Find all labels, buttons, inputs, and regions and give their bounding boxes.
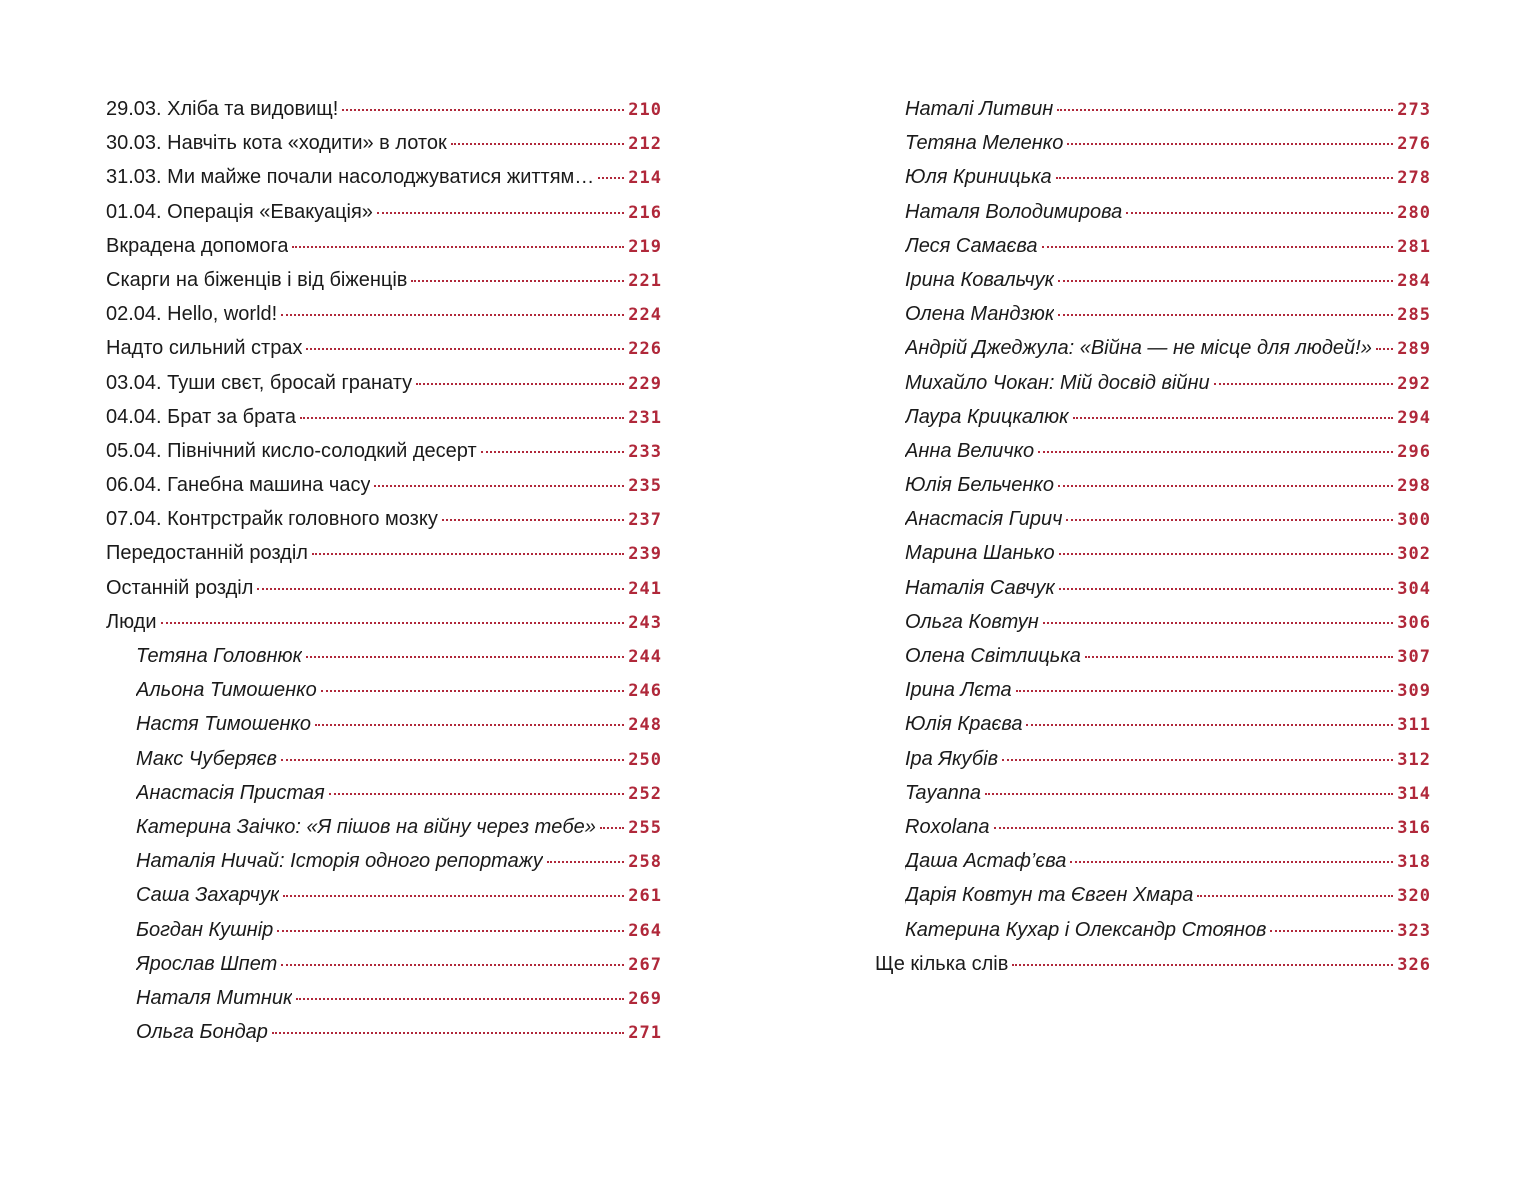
toc-entry-title: Ірина Лєта <box>905 679 1012 702</box>
dot-leader <box>277 930 624 932</box>
toc-entry-page-number: 243 <box>628 612 662 633</box>
dot-leader <box>1197 895 1393 897</box>
toc-entry[interactable] <box>106 536 662 570</box>
toc-entry[interactable] <box>875 366 1431 400</box>
toc-entry-page-number: 273 <box>1397 100 1431 120</box>
dot-leader <box>374 485 624 487</box>
toc-entry[interactable] <box>106 126 662 160</box>
toc-entry[interactable] <box>106 160 662 194</box>
toc-entry-title: Ярослав Шпет <box>136 952 278 975</box>
toc-entry[interactable] <box>106 605 662 639</box>
toc-entry-title: Андрій Джеджула: «Війна — не місце для людей!» <box>905 337 1372 360</box>
toc-entry-title: Олена Світлицька <box>905 645 1081 667</box>
toc-entry-title: Богдан Кушнір <box>136 918 274 941</box>
toc-entry[interactable] <box>875 844 1431 878</box>
dot-leader <box>1016 690 1394 692</box>
toc-entry-title: Марина Шанько <box>905 542 1055 565</box>
dot-leader <box>1026 724 1393 726</box>
toc-entry-title: Тетяна Головнюк <box>136 645 303 667</box>
toc-entry-page-number: 307 <box>1397 647 1431 667</box>
toc-entry-page-number: 252 <box>628 783 662 804</box>
dot-leader <box>1214 383 1394 385</box>
toc-entry-title: 30.03. Навчіть кота «ходити» в лоток <box>106 132 447 155</box>
toc-entry-title: Анна Величко <box>905 439 1035 462</box>
dot-leader <box>281 314 624 316</box>
toc-entry-page-number: 302 <box>1397 544 1431 565</box>
toc-entry-title: Макс Чуберяєв <box>136 747 277 770</box>
dot-leader <box>1070 861 1393 863</box>
toc-entry[interactable] <box>106 502 662 536</box>
dot-leader <box>442 519 624 521</box>
toc-entry[interactable] <box>106 639 662 673</box>
dot-leader <box>1058 314 1393 316</box>
toc-entry-page-number: 320 <box>1397 886 1431 907</box>
toc-entry-page-number: 214 <box>628 168 662 189</box>
toc-entry[interactable] <box>875 776 1431 810</box>
toc-entry-title: Альона Тимошенко <box>136 679 317 702</box>
toc-entry[interactable] <box>106 947 662 981</box>
toc-entry-page-number: 216 <box>628 202 662 223</box>
toc-entry-title: 04.04. Брат за брата <box>106 405 296 428</box>
toc-entry-title: 02.04. Hello, world! <box>106 303 278 326</box>
dot-leader <box>315 724 624 726</box>
toc-entry[interactable] <box>875 639 1431 673</box>
toc-entry-title: Катерина Кухар і Олександр Стоянов <box>905 918 1267 941</box>
toc-entry-page-number: 296 <box>1397 441 1431 462</box>
toc-entry-page-number: 229 <box>628 373 662 394</box>
toc-entry-page-number: 271 <box>628 1023 662 1044</box>
dot-leader <box>1038 451 1393 453</box>
toc-entry[interactable] <box>875 810 1431 844</box>
toc-entry[interactable] <box>106 263 662 297</box>
toc-entry-page-number: 235 <box>628 476 662 497</box>
toc-entry-title: 06.04. Ганебна машина часу <box>106 474 371 497</box>
toc-entry-title: Юлія Бельченко <box>905 474 1054 497</box>
toc-entry-page-number: 281 <box>1397 236 1431 257</box>
toc-entry[interactable] <box>875 502 1431 536</box>
toc-entry-title: Юлія Краєва <box>905 713 1023 736</box>
dot-leader <box>1126 212 1393 214</box>
toc-entry-title: Наталя Митник <box>136 986 293 1009</box>
toc-entry-title: Дарія Ковтун та Євген Хмара <box>905 884 1194 907</box>
toc-entry-page-number: 298 <box>1397 476 1431 497</box>
toc-entry-page-number: 261 <box>628 886 662 907</box>
toc-entry-page-number: 244 <box>628 647 662 667</box>
toc-entry-title: Roxolana <box>905 815 990 838</box>
toc-entry-page-number: 224 <box>628 305 662 326</box>
toc-entry-page-number: 233 <box>628 441 662 462</box>
toc-entry[interactable] <box>875 126 1431 160</box>
toc-entry[interactable] <box>106 1015 662 1049</box>
toc-entry-title: Наталія Ничай: Історія одного репортажу <box>136 850 543 873</box>
toc-entry-title: Ольга Ковтун <box>905 610 1039 633</box>
toc-entry-title: Наталі Литвин <box>905 98 1054 120</box>
toc-entry-title: 05.04. Північний кисло-солодкий десерт <box>106 439 477 462</box>
toc-entry-title: Михайло Чокан: Мій досвід війни <box>905 371 1210 394</box>
toc-entry-page-number: 258 <box>628 852 662 873</box>
toc-entry-page-number: 255 <box>628 817 662 838</box>
dot-leader <box>1058 280 1393 282</box>
toc-entry[interactable] <box>875 947 1431 981</box>
toc-entry-title: Юля Криницька <box>905 166 1052 189</box>
toc-entry[interactable] <box>106 844 662 878</box>
toc-entry[interactable] <box>106 195 662 229</box>
toc-entry-title: Леся Самаєва <box>905 234 1038 257</box>
toc-entry[interactable] <box>875 229 1431 263</box>
dot-leader <box>283 895 624 897</box>
toc-entry-title: Настя Тимошенко <box>136 713 312 736</box>
toc-entry-title: 07.04. Контрстрайк головного мозку <box>106 508 438 531</box>
toc-entry-page-number: 289 <box>1397 339 1431 360</box>
toc-entry-page-number: 237 <box>628 510 662 531</box>
dot-leader <box>411 280 624 282</box>
toc-entry-page-number: 219 <box>628 236 662 257</box>
toc-entry-title: Олена Мандзюк <box>905 303 1055 326</box>
toc-entry[interactable] <box>875 913 1431 947</box>
dot-leader <box>272 1032 624 1034</box>
toc-entry[interactable] <box>875 536 1431 570</box>
toc-entry-page-number: 311 <box>1397 715 1431 736</box>
toc-entry-page-number: 306 <box>1397 612 1431 633</box>
toc-entry[interactable] <box>106 297 662 331</box>
dot-leader <box>1067 143 1393 145</box>
toc-entry[interactable] <box>875 707 1431 741</box>
toc-entry-title: Іра Якубів <box>905 747 999 770</box>
toc-entry-page-number: 267 <box>628 954 662 975</box>
toc-entry[interactable] <box>106 331 662 365</box>
dot-leader <box>1012 964 1393 966</box>
toc-entry-page-number: 231 <box>628 407 662 428</box>
toc-entry[interactable] <box>106 707 662 741</box>
toc-entry[interactable] <box>875 297 1431 331</box>
toc-entry[interactable] <box>106 468 662 502</box>
toc-column-left <box>106 92 662 1049</box>
toc-entry[interactable] <box>106 229 662 263</box>
dot-leader <box>342 109 624 111</box>
toc-entry[interactable] <box>875 673 1431 707</box>
toc-entry-page-number: 221 <box>628 270 662 291</box>
toc-entry[interactable] <box>875 331 1431 365</box>
dot-leader <box>1059 553 1394 555</box>
toc-entry[interactable] <box>106 673 662 707</box>
toc-entry-title: Останній розділ <box>106 576 254 599</box>
dot-leader <box>600 827 624 829</box>
dot-leader <box>1376 348 1393 350</box>
dot-leader <box>296 998 624 1000</box>
dot-leader <box>300 417 624 419</box>
toc-entry-page-number: 241 <box>628 578 662 599</box>
toc-entry[interactable] <box>875 468 1431 502</box>
toc-entry-page-number: 309 <box>1397 681 1431 702</box>
toc-entry-title: Лаура Крицкалюк <box>905 405 1069 428</box>
toc-entry-page-number: 323 <box>1397 920 1431 941</box>
toc-entry[interactable] <box>875 400 1431 434</box>
dot-leader <box>281 964 624 966</box>
dot-leader <box>321 690 625 692</box>
toc-entry-title: Люди <box>106 610 157 633</box>
toc-entry[interactable] <box>875 742 1431 776</box>
dot-leader <box>481 451 625 453</box>
toc-entry-page-number: 269 <box>628 988 662 1009</box>
dot-leader <box>994 827 1394 829</box>
toc-entry-title: Tayanna <box>905 781 981 804</box>
dot-leader <box>1073 417 1394 419</box>
toc-entry-title: Ірина Ковальчук <box>905 268 1055 291</box>
toc-entry-page-number: 300 <box>1397 510 1431 531</box>
dot-leader <box>1270 930 1393 932</box>
dot-leader <box>329 793 625 795</box>
toc-entry-page-number: 314 <box>1397 783 1431 804</box>
toc-entry-page-number: 318 <box>1397 852 1431 873</box>
toc-entry-page-number: 212 <box>628 134 662 155</box>
toc-entry-title: Наталя Володимирова <box>905 200 1123 223</box>
dot-leader <box>1058 485 1393 487</box>
toc-entry[interactable] <box>875 605 1431 639</box>
dot-leader <box>416 383 624 385</box>
toc-entry-page-number: 278 <box>1397 168 1431 189</box>
toc-entry-title: Даша Астаф’єва <box>905 850 1067 873</box>
toc-entry-page-number: 248 <box>628 715 662 736</box>
toc-entry-title: Наталія Савчук <box>905 576 1055 599</box>
toc-column-right <box>875 92 1431 981</box>
dot-leader <box>306 348 624 350</box>
toc-entry-page-number: 239 <box>628 544 662 565</box>
toc-entry[interactable] <box>106 92 662 126</box>
dot-leader <box>281 759 624 761</box>
toc-entry[interactable] <box>106 810 662 844</box>
toc-entry-page-number: 316 <box>1397 817 1431 838</box>
toc-entry-title: Ще кілька слів <box>875 952 1009 975</box>
toc-entry-title: Вкрадена допомога <box>106 234 289 257</box>
toc-entry[interactable] <box>106 400 662 434</box>
toc-entry[interactable] <box>106 742 662 776</box>
dot-leader <box>1059 588 1394 590</box>
toc-entry-page-number: 294 <box>1397 407 1431 428</box>
toc-entry-title: Передостанній розділ <box>106 542 308 565</box>
dot-leader <box>1043 622 1393 624</box>
toc-entry[interactable] <box>875 434 1431 468</box>
dot-leader <box>292 246 624 248</box>
toc-entry-title: 01.04. Операція «Евакуація» <box>106 200 373 223</box>
toc-entry[interactable] <box>106 776 662 810</box>
toc-entry[interactable] <box>875 878 1431 912</box>
toc-entry-page-number: 304 <box>1397 578 1431 599</box>
dot-leader <box>598 177 624 179</box>
toc-entry-title: Саша Захарчук <box>136 884 280 907</box>
toc-entry[interactable] <box>875 92 1431 126</box>
toc-entry[interactable] <box>106 366 662 400</box>
toc-entry-title: 03.04. Туши свєт, бросай гранату <box>106 371 413 394</box>
toc-entry[interactable] <box>875 195 1431 229</box>
dot-leader <box>985 793 1393 795</box>
toc-entry-page-number: 326 <box>1397 954 1431 975</box>
toc-entry-title: 29.03. Хліба та видовищ! <box>106 98 339 120</box>
toc-entry-page-number: 246 <box>628 681 662 702</box>
toc-entry-page-number: 210 <box>628 100 662 120</box>
dot-leader <box>1057 109 1393 111</box>
toc-entry[interactable] <box>106 571 662 605</box>
dot-leader <box>1042 246 1394 248</box>
dot-leader <box>1002 759 1393 761</box>
toc-entry[interactable] <box>875 263 1431 297</box>
toc-entry-page-number: 276 <box>1397 134 1431 155</box>
dot-leader <box>377 212 624 214</box>
dot-leader <box>161 622 625 624</box>
toc-entry-page-number: 284 <box>1397 270 1431 291</box>
toc-entry-page-number: 280 <box>1397 202 1431 223</box>
dot-leader <box>1056 177 1394 179</box>
toc-entry-page-number: 292 <box>1397 373 1431 394</box>
dot-leader <box>312 553 624 555</box>
toc-entry-title: Скарги на біженців і від біженців <box>106 268 408 291</box>
toc-entry-page-number: 226 <box>628 339 662 360</box>
toc-entry-title: Ольга Бондар <box>136 1021 268 1044</box>
dot-leader <box>451 143 625 145</box>
toc-entry-title: Надто сильний страх <box>106 337 303 360</box>
toc-entry-page-number: 285 <box>1397 305 1431 326</box>
toc-entry[interactable] <box>106 981 662 1015</box>
dot-leader <box>306 656 624 658</box>
toc-entry-title: 31.03. Ми майже почали насолоджуватися життям… <box>106 166 595 189</box>
toc-entry-page-number: 250 <box>628 749 662 770</box>
dot-leader <box>257 588 624 590</box>
toc-entry[interactable] <box>875 571 1431 605</box>
toc-entry-page-number: 264 <box>628 920 662 941</box>
toc-entry[interactable] <box>106 878 662 912</box>
toc-entry[interactable] <box>875 160 1431 194</box>
dot-leader <box>547 861 625 863</box>
toc-entry-title: Анастасія Пристая <box>136 781 325 804</box>
toc-entry[interactable] <box>106 913 662 947</box>
toc-entry-page-number: 312 <box>1397 749 1431 770</box>
toc-entry-title: Анастасія Гирич <box>905 508 1063 531</box>
toc-entry-title: Катерина Заічко: «Я пішов на війну через тебе» <box>136 815 596 838</box>
dot-leader <box>1066 519 1393 521</box>
dot-leader <box>1085 656 1393 658</box>
toc-entry-title: Тетяна Меленко <box>905 132 1064 155</box>
toc-entry[interactable] <box>106 434 662 468</box>
